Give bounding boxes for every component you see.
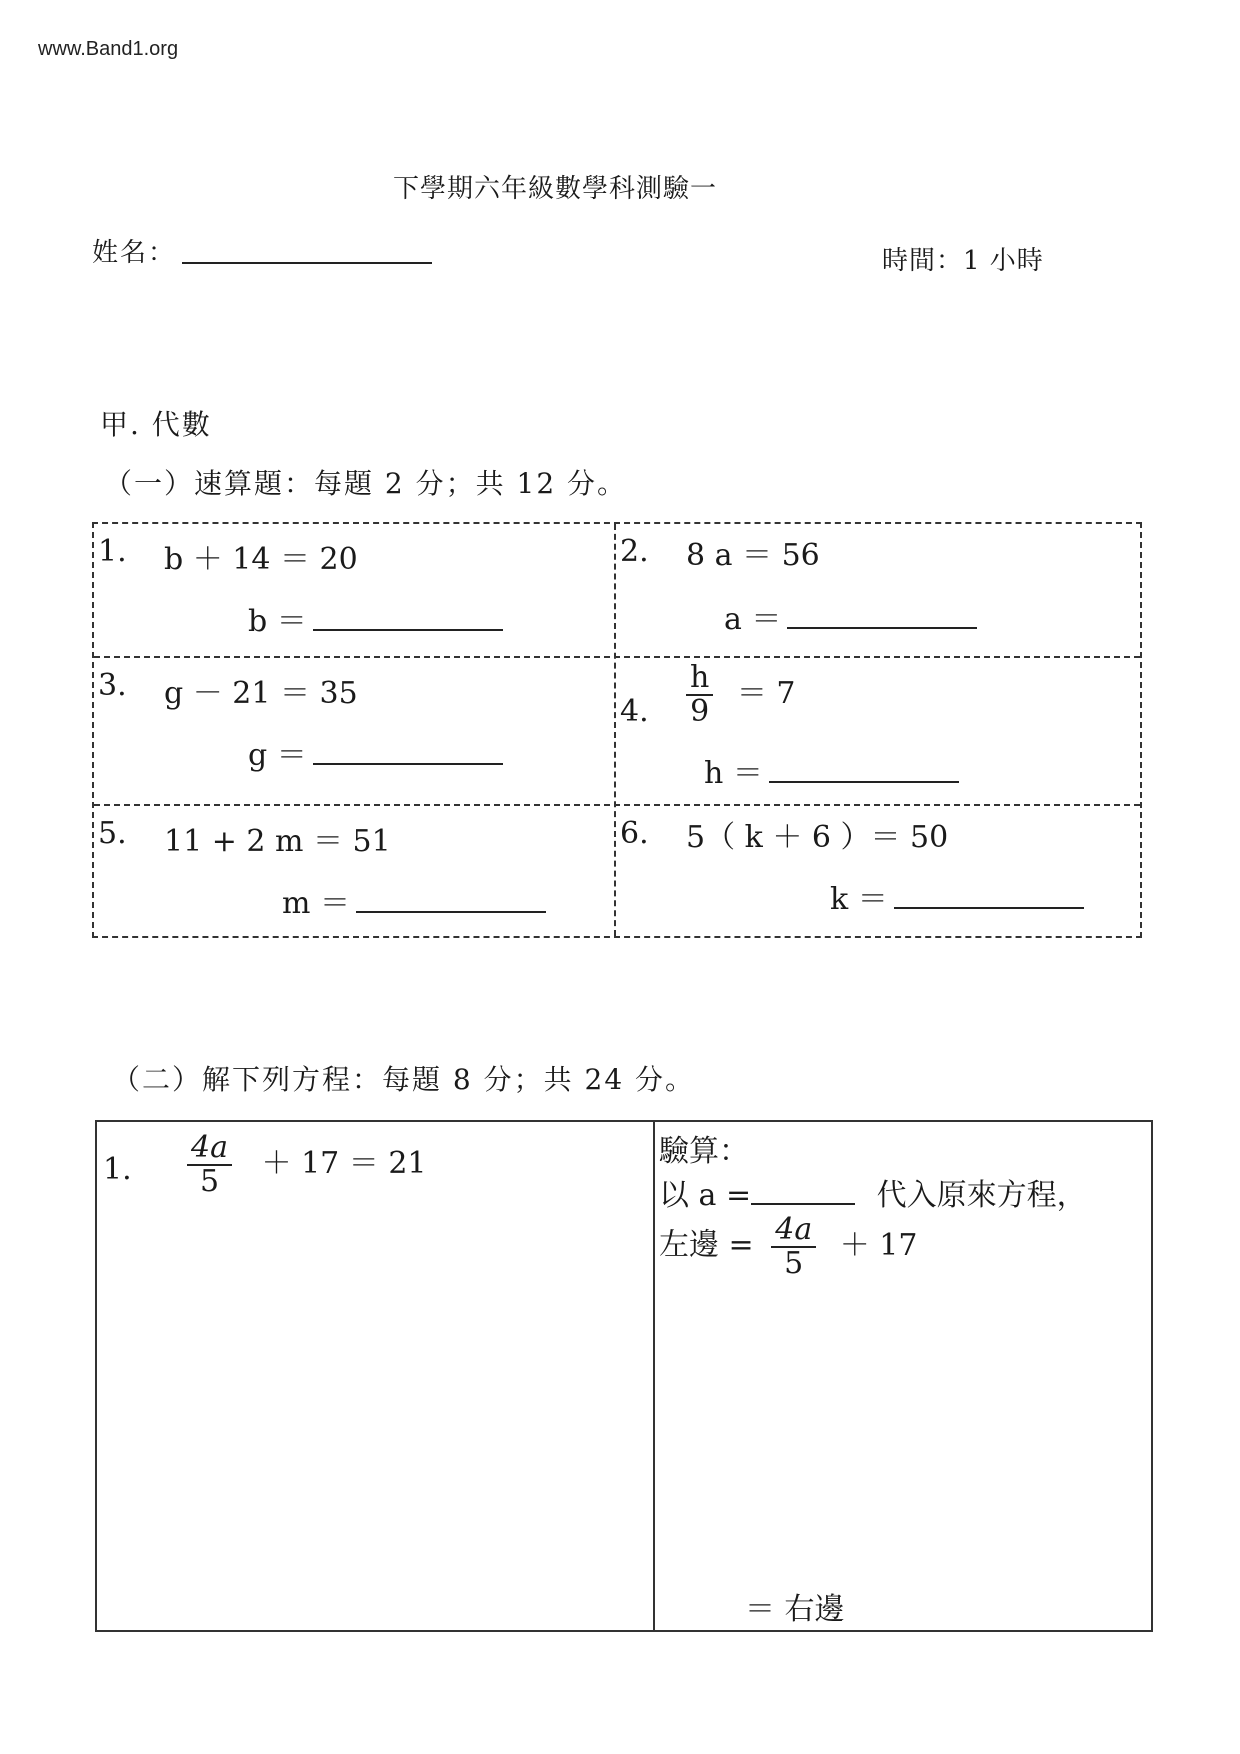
part2-heading: （二）解下列方程：每題 8 分；共 24 分。	[112, 1063, 696, 1096]
box-divider	[653, 1122, 655, 1630]
time-label: 時間：1 小時	[882, 246, 1044, 276]
fraction: $\frac{4a}{5}$	[187, 1132, 232, 1197]
question-cell	[94, 658, 614, 792]
equation-box	[95, 1120, 1153, 1632]
site-url: www.Band1.org	[38, 38, 179, 60]
question-cell	[616, 658, 1136, 804]
question-equation: $\frac{h}{9}$ ＝ 7	[686, 662, 796, 727]
question-number: 4.	[620, 694, 649, 729]
answer-row	[704, 748, 959, 792]
answer-label: m ＝	[282, 886, 350, 921]
check-substitute: 以 a = 代入原來方程，	[659, 1178, 1087, 1213]
answer-label: g ＝	[248, 738, 307, 773]
answer-row	[248, 730, 503, 774]
question-number: 2.	[620, 534, 649, 569]
answer-blank[interactable]	[769, 755, 959, 783]
check-title: 驗算：	[659, 1134, 749, 1169]
quick-calc-grid	[92, 522, 1142, 938]
page-title: 下學期六年級數學科測驗一	[392, 174, 717, 204]
section-title: 甲. 代數	[100, 408, 212, 441]
answer-label: h ＝	[704, 756, 763, 791]
answer-blank[interactable]	[894, 881, 1084, 909]
check-value-blank[interactable]	[751, 1177, 855, 1205]
answer-row	[830, 874, 1084, 918]
answer-label: b ＝	[248, 604, 307, 639]
question-equation: 8 a ＝ 56	[686, 538, 820, 573]
question-cell	[94, 524, 614, 658]
question-number: 1.	[98, 534, 127, 569]
working-area[interactable]	[97, 1212, 653, 1630]
question-cell	[94, 806, 614, 940]
answer-row	[248, 596, 503, 640]
answer-blank[interactable]	[313, 737, 503, 765]
name-field[interactable]	[182, 262, 432, 264]
check-lhs: 左邊 = $\frac{4a}{5}$ ＋ 17	[659, 1212, 918, 1281]
answer-row	[724, 594, 977, 638]
question-cell	[616, 524, 1136, 658]
solve-equation: $\frac{4a}{5}$ ＋ 17 ＝ 21	[187, 1132, 427, 1197]
answer-row	[282, 878, 546, 922]
question-number: 3.	[98, 668, 127, 703]
question-equation: g － 21 ＝ 35	[164, 676, 358, 711]
answer-label: k ＝	[830, 882, 888, 917]
question-equation: b ＋ 14 ＝ 20	[164, 542, 358, 577]
fraction: $\frac{h}{9}$	[686, 662, 713, 727]
check-rhs: ＝ 右邊	[745, 1592, 845, 1627]
answer-blank[interactable]	[787, 601, 977, 629]
part1-heading: （一）速算題：每題 2 分；共 12 分。	[104, 467, 628, 500]
question-number: 6.	[620, 816, 649, 851]
question-cell	[616, 806, 1136, 940]
name-label: 姓名：	[92, 238, 177, 268]
question-number: 5.	[98, 816, 127, 851]
question-equation: 5（ k ＋ 6 ）＝ 50	[686, 820, 949, 855]
answer-blank[interactable]	[313, 603, 503, 631]
answer-label: a ＝	[724, 602, 782, 637]
question-number: 1.	[103, 1152, 132, 1187]
question-equation: 11 + 2 m ＝ 51	[164, 824, 391, 859]
fraction: $\frac{4a}{5}$	[771, 1214, 816, 1279]
answer-blank[interactable]	[356, 885, 546, 913]
